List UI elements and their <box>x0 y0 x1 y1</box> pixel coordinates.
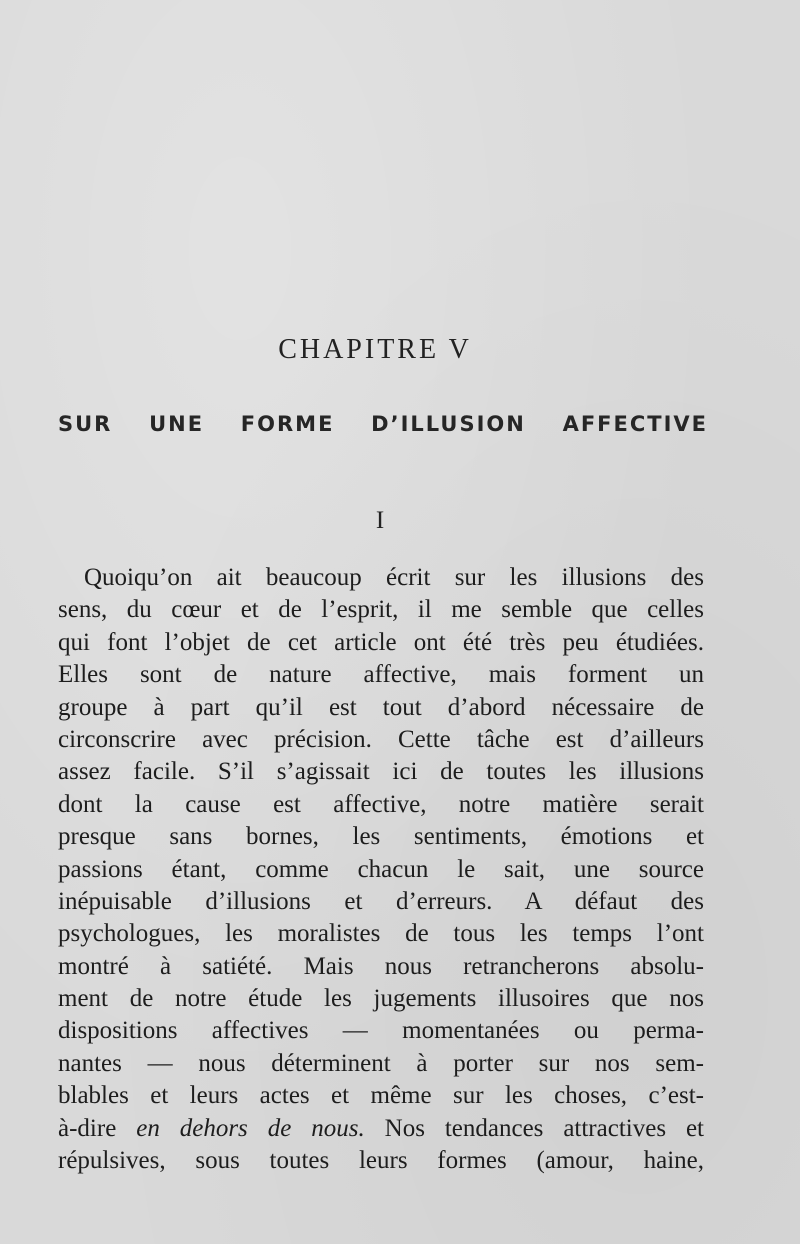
text-line: presque sans bornes, les sentiments, émotions et <box>58 823 704 851</box>
text-segment: à-dire <box>58 1114 137 1142</box>
chapter-title: CHAPITRE V <box>278 334 472 365</box>
text-line: répulsives, sous toutes leurs formes (amour, haine, <box>58 1147 704 1175</box>
text-line: dispositions affectives — momentanées ou perma- <box>58 1017 704 1045</box>
text-line: psychologues, les moralistes de tous les temps l’ont <box>58 920 704 948</box>
text-line: assez facile. S’il s’agissait ici de toutes les illusions <box>58 758 704 786</box>
text-line: groupe à part qu’il est tout d’abord nécessaire de <box>58 693 704 721</box>
text-line: dont la cause est affective, notre matière serait <box>58 790 704 818</box>
text-line: Elles sont de nature affective, mais forment un <box>58 661 704 689</box>
italic-phrase: en dehors de nous. <box>136 1114 365 1142</box>
text-line: passions étant, comme chacun le sait, une source <box>58 855 704 883</box>
text-line: sens, du cœur et de l’esprit, il me semble que celles <box>58 596 704 624</box>
text-line: Quoiqu’on ait beaucoup écrit sur les illusions des <box>84 564 704 591</box>
text-segment: Nos tendances attractives et <box>364 1114 705 1142</box>
section-numeral: I <box>375 507 385 534</box>
text-line: inépuisable d’illusions et d’erreurs. A défaut des <box>58 887 704 915</box>
text-line: blables et leurs actes et même sur les choses, c’est- <box>58 1082 704 1110</box>
text-line: ment de notre étude les jugements illusoires que nos <box>58 985 704 1013</box>
chapter-subtitle: SUR UNE FORME D’ILLUSION AFFECTIVE <box>58 412 708 436</box>
text-line: nantes — nous déterminent à porter sur nos sem- <box>58 1049 704 1077</box>
text-line: circonscrire avec précision. Cette tâche est d’ailleurs <box>58 725 704 753</box>
text-line: qui font l’objet de cet article ont été très peu étudiées. <box>58 628 704 656</box>
text-line-with-italic <box>58 1113 704 1145</box>
body-text <box>58 562 704 1177</box>
text-line: montré à satiété. Mais nous retrancherons absolu- <box>58 952 704 980</box>
